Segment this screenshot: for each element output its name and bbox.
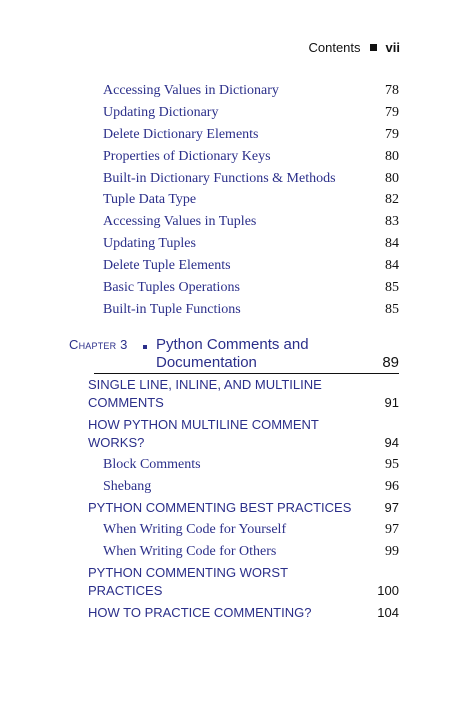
toc-subentry[interactable]	[103, 521, 399, 538]
toc-subentry-page: 95	[385, 457, 399, 472]
toc-entry-page: 83	[385, 214, 399, 229]
toc-entry[interactable]	[103, 213, 399, 230]
toc-entry[interactable]	[103, 191, 399, 208]
toc-subentry[interactable]	[103, 478, 399, 495]
toc-entry-title[interactable]: Updating Dictionary	[103, 105, 219, 120]
toc-section-page: 97	[384, 500, 399, 515]
toc-entry-page: 79	[385, 105, 399, 120]
toc-section[interactable]	[88, 376, 399, 412]
toc-section-title-cont[interactable]: COMMENTS	[88, 395, 164, 410]
toc-entry[interactable]	[103, 257, 399, 274]
toc-section-page: 100	[377, 583, 399, 598]
toc-section-title[interactable]: PYTHON COMMENTING WORST	[88, 565, 289, 580]
toc-entry-title[interactable]: Properties of Dictionary Keys	[103, 149, 271, 164]
toc-section-title[interactable]: PYTHON COMMENTING BEST PRACTICES	[88, 500, 352, 515]
toc-entry-title[interactable]: Built-in Tuple Functions	[103, 302, 241, 317]
toc-subentry-title[interactable]: When Writing Code for Others	[103, 544, 277, 559]
toc-entry-page: 80	[385, 171, 399, 186]
toc-section[interactable]	[88, 499, 399, 517]
toc-subentry-title[interactable]: Block Comments	[103, 457, 201, 472]
toc-entry-title[interactable]: Tuple Data Type	[103, 192, 197, 207]
toc-entry[interactable]	[103, 170, 399, 187]
toc-section-page: 94	[384, 435, 399, 450]
toc-entry[interactable]	[103, 126, 399, 143]
toc-entry[interactable]	[103, 235, 399, 252]
toc-section-page: 104	[377, 605, 399, 620]
toc-subentry-title[interactable]: Shebang	[103, 479, 152, 494]
chapter-title-line1[interactable]: Python Comments and	[156, 336, 309, 353]
toc-entry-page: 85	[385, 302, 399, 317]
toc-section[interactable]	[88, 604, 399, 622]
toc-section-title[interactable]: HOW TO PRACTICE COMMENTING?	[88, 605, 312, 620]
toc-entry-title[interactable]: Delete Dictionary Elements	[103, 127, 259, 142]
toc-entry-page: 80	[385, 149, 399, 164]
toc-section-page: 91	[384, 395, 399, 410]
toc-entry[interactable]	[103, 82, 399, 99]
toc-subentry-page: 97	[385, 522, 399, 537]
toc-entry[interactable]	[103, 104, 399, 121]
toc-entry-page: 78	[385, 83, 399, 98]
header-label: Contents	[308, 40, 361, 55]
toc-entry-title[interactable]: Delete Tuple Elements	[103, 258, 231, 273]
toc-entry-page: 84	[385, 236, 399, 251]
bullet-icon	[143, 345, 147, 349]
toc-section-title[interactable]: SINGLE LINE, INLINE, AND MULTILINE	[88, 377, 322, 392]
toc-entry[interactable]	[103, 148, 399, 165]
toc-entry-title[interactable]: Basic Tuples Operations	[103, 280, 240, 295]
chapter-label: Chapter 3	[69, 337, 128, 352]
toc-section-title[interactable]: HOW PYTHON MULTILINE COMMENT	[88, 417, 319, 432]
header-page-number: vii	[385, 40, 400, 55]
toc-entry-title[interactable]: Built-in Dictionary Functions & Methods	[103, 171, 336, 186]
toc-entry-title[interactable]: Accessing Values in Dictionary	[103, 83, 279, 98]
chapter-divider	[94, 373, 399, 374]
chapter-page: 89	[382, 354, 399, 371]
toc-entry-title[interactable]: Updating Tuples	[103, 236, 196, 251]
toc-entry[interactable]	[103, 279, 399, 296]
toc-entry-page: 79	[385, 127, 399, 142]
toc-section[interactable]	[88, 564, 399, 600]
toc-entry[interactable]	[103, 301, 399, 318]
toc-section-title-cont[interactable]: WORKS?	[88, 435, 145, 450]
toc-entry-page: 84	[385, 258, 399, 273]
toc-subentry-title[interactable]: When Writing Code for Yourself	[103, 522, 287, 537]
toc-subentry[interactable]	[103, 456, 399, 473]
toc-section-title-cont[interactable]: PRACTICES	[88, 583, 163, 598]
chapter-title-line2[interactable]: Documentation	[156, 354, 257, 371]
toc-subentry-page: 96	[385, 479, 399, 494]
square-bullet-icon	[370, 44, 377, 51]
toc-entry-page: 85	[385, 280, 399, 295]
toc-section[interactable]	[88, 416, 399, 452]
toc-entry-title[interactable]: Accessing Values in Tuples	[103, 214, 257, 229]
toc-subentry-page: 99	[385, 544, 399, 559]
toc-entry-page: 82	[385, 192, 399, 207]
running-header	[308, 40, 400, 55]
toc-subentry[interactable]	[103, 543, 399, 560]
